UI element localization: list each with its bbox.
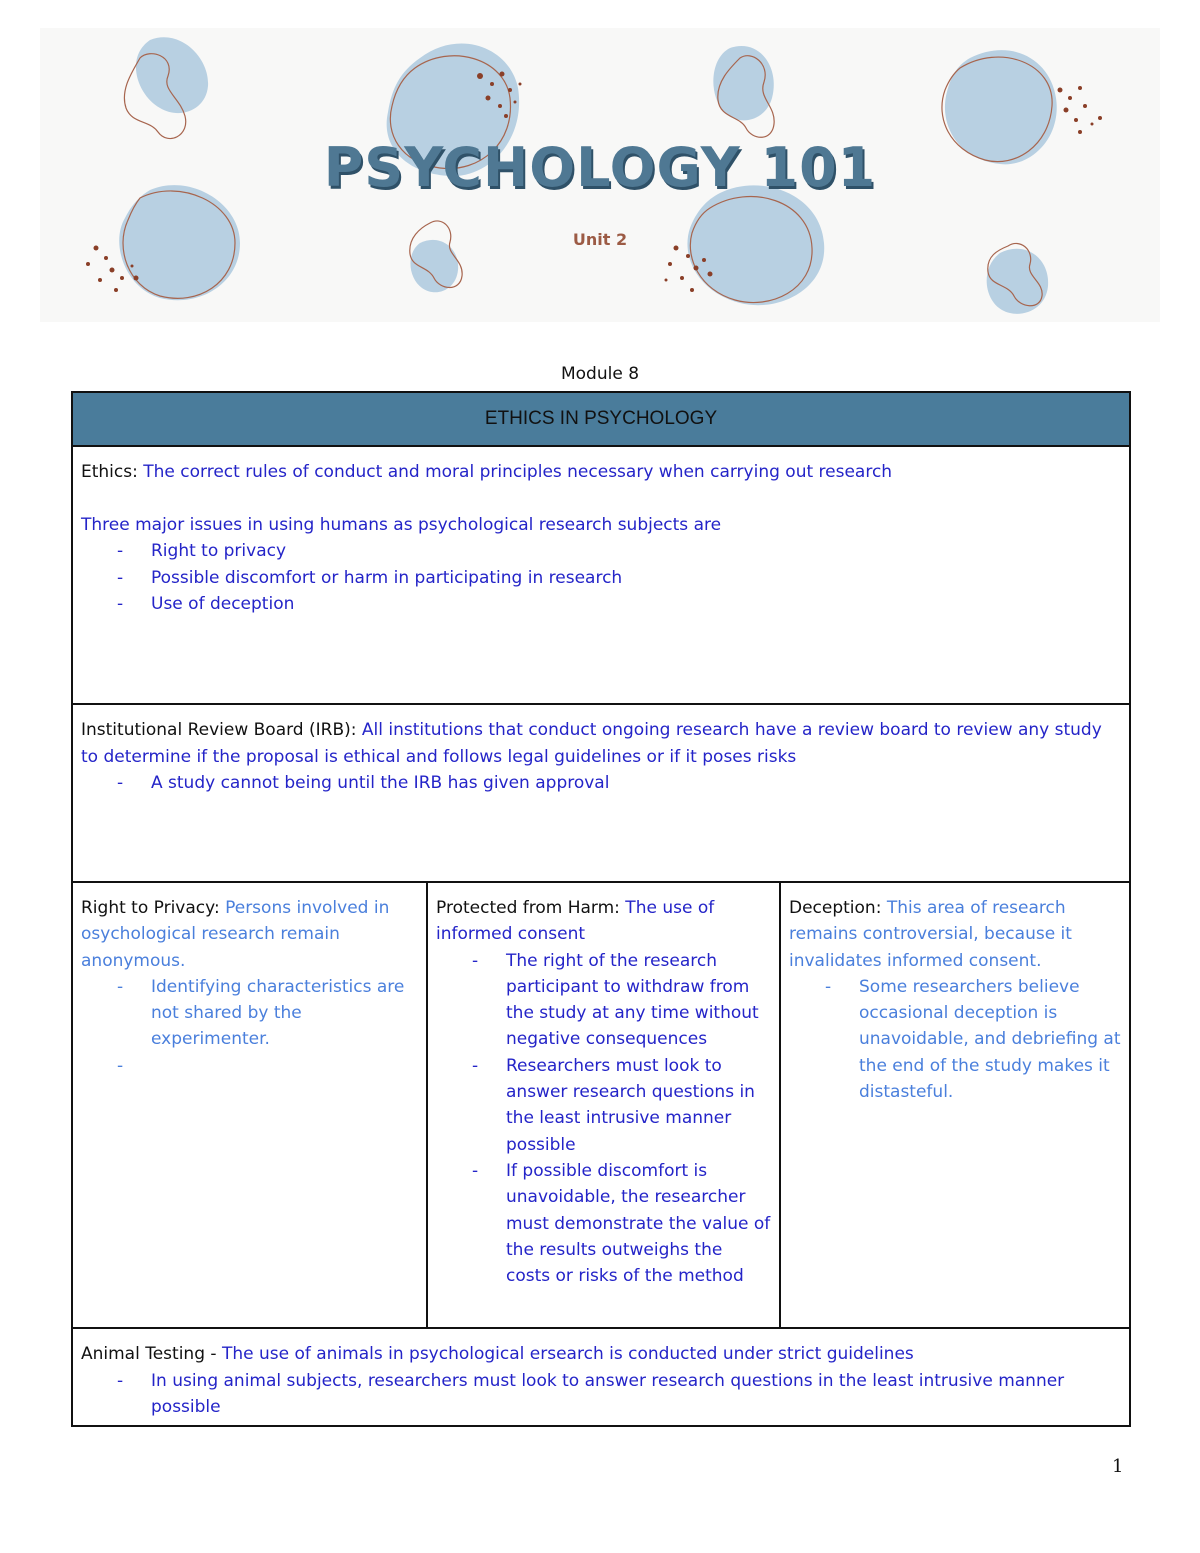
privacy-text: Persons involved in osychological research remain anonymous.: [81, 898, 390, 971]
irb-definition: [81, 717, 1121, 770]
dash-bullet: -: [117, 567, 124, 588]
animal-list: [81, 1368, 1121, 1421]
dash-bullet: -: [472, 950, 479, 971]
deception-definition: [789, 895, 1121, 974]
dash-bullet: -: [825, 976, 832, 997]
privacy-list: [81, 974, 418, 1079]
animal-definition: [81, 1341, 1121, 1368]
dash-bullet: -: [117, 773, 124, 793]
dash-bullet: -: [117, 1370, 124, 1391]
module-label: Module 8: [560, 364, 640, 384]
harm-text: The use of informed consent: [436, 898, 715, 945]
dash-bullet: -: [472, 1160, 479, 1181]
header-banner: [40, 28, 1160, 322]
harm-definition: [436, 895, 771, 948]
privacy-definition: [81, 895, 418, 974]
harm-label: Protected from Harm:: [436, 898, 620, 918]
table-header: ETHICS IN PSYCHOLOGY: [73, 393, 1129, 447]
list-item: - If possible discomfort is unavoidable, the researcher must demonstrate the value of the results outweighs the costs or risks of the method: [506, 1158, 771, 1289]
animal-text: The use of animals in psychological ersearch is conducted under strict guidelines: [216, 1344, 914, 1364]
dash-bullet: -: [117, 976, 124, 997]
page-number: 1: [1112, 1456, 1124, 1477]
list-item: - A study cannot being until the IRB has given approval: [151, 770, 1121, 797]
ethics-intro: Three major issues in using humans as psychological research subjects are: [81, 514, 722, 535]
list-item: - Identifying characteristics are not shared by the experimenter.: [151, 974, 418, 1053]
harm-list: [436, 948, 771, 1290]
list-item: - Some researchers believe occasional deception is unavoidable, and debriefing at the end of the study makes it distasteful.: [859, 974, 1121, 1105]
animal-label: Animal Testing -: [81, 1344, 217, 1364]
list-item: - Possible discomfort or harm in participating in research: [151, 565, 1121, 592]
list-item: - Right to privacy: [151, 538, 1121, 565]
animal-testing-row: [73, 1329, 1129, 1425]
dash-bullet: -: [117, 1055, 124, 1076]
irb-text: All institutions that conduct ongoing research have a review board to review any study to determine if the proposal is ethical and follows legal guidelines or if it poses risks: [81, 720, 1102, 767]
course-title: PSYCHOLOGY 101: [323, 136, 877, 199]
deception-label: Deception:: [789, 898, 882, 918]
harm-cell: [426, 883, 779, 1327]
ethics-text: The correct rules of conduct and moral principles necessary when carrying out research: [137, 462, 893, 482]
list-item: - Researchers must look to answer research questions in the least intrusive manner possible: [506, 1053, 771, 1158]
ethics-list: [81, 538, 1121, 618]
privacy-cell: [73, 883, 426, 1327]
irb-row: [73, 705, 1129, 883]
dash-bullet: -: [117, 594, 124, 614]
dash-bullet: -: [117, 541, 124, 561]
dash-bullet: -: [472, 1055, 479, 1076]
list-item: - Use of deception: [151, 591, 1121, 618]
list-item: - The right of the research participant to withdraw from the study at any time without negative consequences: [506, 948, 771, 1053]
deception-text: This area of research remains controversial, because it invalidates informed consent.: [789, 898, 1072, 971]
ethics-label: Ethics:: [81, 462, 138, 482]
deception-cell: [779, 883, 1129, 1327]
notes-table: [71, 391, 1131, 1427]
ethics-row: [73, 447, 1129, 705]
deception-list: [789, 974, 1121, 1105]
irb-list: [81, 770, 1121, 797]
list-item: - In using animal subjects, researchers must look to answer research questions in the least intrusive manner possible: [151, 1368, 1121, 1421]
unit-label: Unit 2: [572, 230, 628, 249]
ethics-definition: [81, 459, 1121, 486]
irb-label: Institutional Review Board (IRB):: [81, 720, 357, 740]
list-item: [117, 1053, 418, 1079]
privacy-label: Right to Privacy:: [81, 898, 220, 918]
three-column-row: [73, 883, 1129, 1329]
